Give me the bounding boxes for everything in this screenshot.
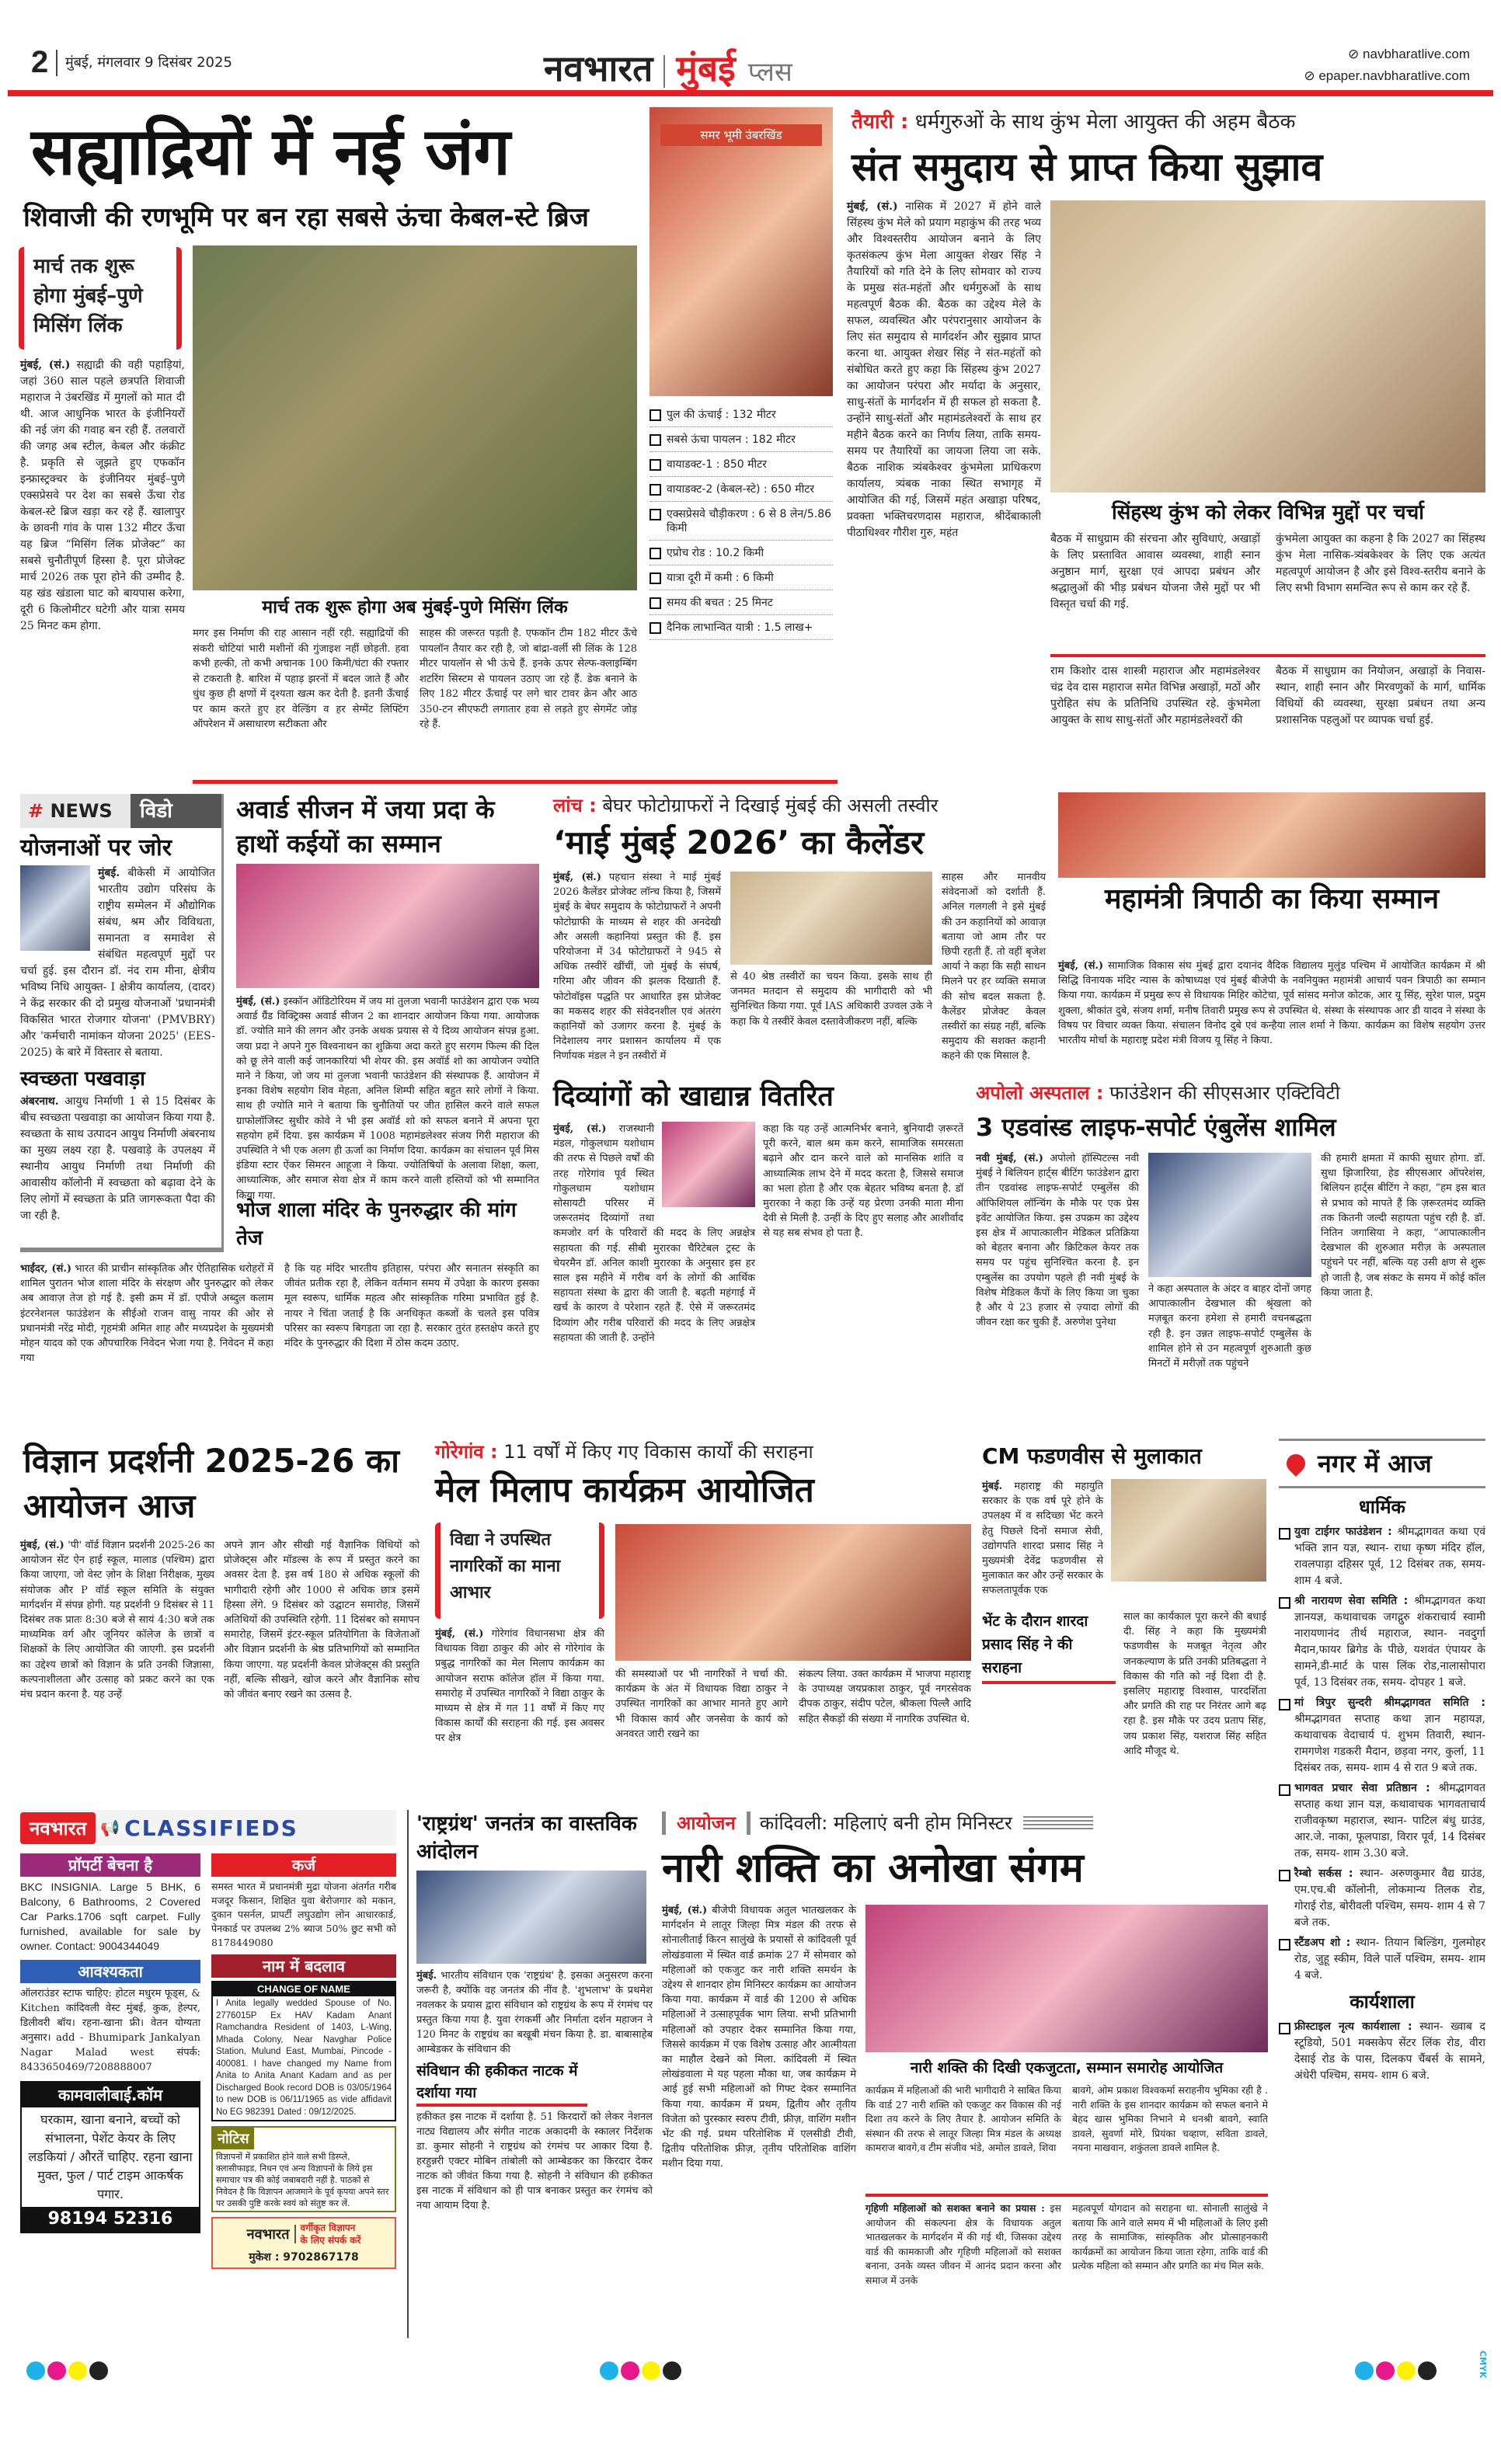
classified-head-need: आवश्यकता (20, 1960, 200, 1983)
sign-title: समर भूमी उंबरखिंड (660, 124, 822, 146)
calendar-photo (730, 872, 932, 965)
classified-head-property: प्रॉपर्टी बेचना है (20, 1853, 200, 1877)
fact-item: वायाडक्ट-1 : 850 मीटर (650, 452, 833, 477)
melmilap-col3: संकल्प लिया. उक्त कार्यक्रम में भाजपा महाराष्ट्र के उपाध्यक्ष जयप्रकाश ठाकुर, पूर्व नगरसेवक दीपक ठाकुर, संदीप पटेल, श्रीकला पिल्लै आदि सहित सैकड़ों की संख्या में नागरिक उपस्थित थे. (799, 1669, 971, 1725)
melmilap-headline: मेल मिलाप कार्यक्रम आयोजित (435, 1470, 814, 1510)
fact-item: वायाडक्ट-2 (केबल-स्टे) : 650 मीटर (650, 477, 833, 502)
award-photo (236, 864, 539, 988)
classifieds-right-col (211, 1853, 396, 2338)
rashtragranth-col2: हकीकत इस नाटक में दर्शाया है. 51 किरदारों को लेकर नेशनल नाट्य विद्यालय और संगीत नाटक अकादमी के स्कालर निर्देशक डा. कुमार सोहनी ने राष्ट्रग्रंथ को रंगमंच पर आकार दिया है. हरहुन्नरी एक्टर मोबिन तांबोली को आम्बेडकर का किरदार देकर नाटक को जीवंत किया गया है. सोहनी ने संविधान की हकीकत इस नाटक में संविधान को ही पात्र बनाकर प्रस्तुत कर रंगमंच को नया आयाम दिया है. (416, 2111, 653, 2212)
lead-col2: मगर इस निर्माण की राह आसान नहीं रही. सह्याद्रियों की संकरी चोटियां भारी मशीनों की गुंजाइश नहीं छोड़ती. हवा कभी हल्की, तो कभी अचानक 100 किमी/घंटा की रफ्तार से टकराती है. बारिश में पहाड़ झरनों में बदल जाते हैं और धुंध कुछ ही क्षणों में दृश्यता खत्म कर देती है. इतनी ऊँचाई पर काम करते हुए हर वेल्डिंग व हर सेग्मेंट लिफ्टिंग ऑपरेशन में असाधारण सटीकता और (193, 628, 409, 730)
kaamwali-head: कामवालीबाई.कॉम (22, 2083, 199, 2107)
fact-item: एप्रोच रोड : 10.2 किमी (650, 541, 833, 566)
samar-bhumi-sign-photo (650, 107, 833, 396)
globe-icon: ⊘ (1304, 68, 1315, 83)
cm-col2: साल का कार्यकाल पूरा करने की बधाई दी. सिंह ने कहा कि मुख्यमंत्री फडणवीस के मजबूत नेतृत्व और जनकल्याण के प्रति उनकी प्रतिबद्धता ने विकास की गति को नई दिशा दी है. इसलिए महाराष्ट्र विश्वास, पारदर्शिता और प्रगति की राह पर निरंतर आगे बढ़ रहा है. इस मौके पर उदय प्रताप सिंह, जय प्रकाश सिंह, यशराज सिंह सहित आदि मौजूद थे. (1123, 1611, 1266, 1757)
portrait-photo (20, 865, 90, 951)
tripathi-photo (1058, 792, 1485, 878)
lead-subheadline: शिवाजी की रणभूमि पर बन रहा सबसे ऊंचा केबल-स्टे ब्रिज (23, 202, 589, 233)
news-vido-tag: # NEWS विडो (20, 794, 221, 828)
vigyan-col1: मुंबई, (सं.) 'पी' वॉर्ड विज्ञान प्रदर्शनी 2025-26 का आयोजन सेंट ऐन हाई स्कूल, मालाड (पश्चिम) द्वारा किया जाएगा, जो वेस्ट ज़ोन के शिक्षा निरीक्षक, मुख्य संयोजक और P वॉर्ड स्कूल समिति के संयुक्त मार्गदर्शन में संपन्न होगी. यह प्रदर्शनी 9 दिसंबर से 11 दिसंबर तक प्रातः 8:30 बजे से सायं 4:30 बजे तक माध्यमिक वर्ग और जूनियर कॉलेज के छात्रों व शिक्षकों के लिए आयोजित की जाएगी. इस प्रदर्शनी का उद्देश्य छात्रों को विज्ञान के प्रति उनकी जिज्ञासा, कल्पनाशीलता और उत्साह को प्रकट करने का एक मंच प्रदान करना है. यह उन्हें (20, 1540, 214, 1701)
website-link[interactable]: ⊘ navbharatlive.com (1348, 47, 1470, 61)
fact-item: समय की बचत : 25 मिनट (650, 590, 833, 615)
nari-rule (865, 2194, 1268, 2197)
issue-date: मुंबई, मंगलवार 9 दिसंबर 2025 (56, 50, 232, 76)
divyang-col1: मुंबई, (सं.) राजस्थानी मंडल, गोकुलधाम यशोधाम की तरफ से पिछले वर्षों की तरह गोरेगांव पूर्व स्थित गोकुलधाम यशोधाम सोसायटी परिसर में जरूरतमंद दिव्यांगों तथा कमजोर वर्ग के परिवारों की मदद के लिए अन्नक्षेत्र सहायता की गई. सीबी मुरारका चैरिटेबल ट्रस्ट के चेयरमैन डॉ. अनिल काशी मुरारका के अनुसार इस हर साल इस महीने में गरीब वर्ग के लोगों की आर्थिक सहायता संस्था के द्वारा की जाती है. बढ़ती महंगाई में खर्च के कारण वे परेशान रहते हैं. ऐसे में जरूरतमंद दिव्यांग और गरीब परिवारों की मदद के लिए अन्नक्षेत्र सहायता की जाती है. उन्होंने (553, 1123, 755, 1344)
event-item: युवा टाईगर फाउंडेशन : श्रीमद्भागवत कथा एवं भक्ति ज्ञान यज्ञ, स्थान- राधा कृष्ण मंदिर हॉल, रावलपाड़ा दहिसर पूर्व, 12 दिसंबर तक, समय- शाम 4 बजे. (1279, 1524, 1485, 1589)
logo-plus: प्लस (747, 57, 792, 88)
fact-item: यात्रा दूरी में कमी : 6 किमी (650, 566, 833, 590)
apollo-col2: ने कहा अस्पताल के अंदर व बाहर दोनों जगह आपात्कालीन देखभाल की श्रृंखला को मज़बूत करना हमेशा से हमारी वचनबद्धता रही है. इन उन्नत लाइफ-सपोर्ट एम्बुलेंस के शामिल होने से उन महत्वपूर्ण शुरुआती कुछ मिनटों में मरीज़ों तक पहुंचने (1148, 1283, 1311, 1370)
hash-icon: # (28, 800, 44, 822)
divyang-col2: कहा कि यह उन्हें आत्मनिर्भर बनाने, बुनियादी ज़रूरतें पूरी करने, बाल श्रम कम करने, सामाजिक समरसता बढ़ाने और दान करने वाले को मानसिक शांति व आध्यात्मिक लाभ देने में मदद करता है, जिससे समाज का भला होता है और एक बेहतर भविष्य बनता है. डॉ मुरारका ने कहा कि उन्हें यह प्रेरणा उनकी माता मीना देवी से मिली है. उन्हीं के दिए हुए सलाह और आशीर्वाद से यह सब संभव हो पता है. (763, 1123, 963, 1240)
nari-col1: मुंबई, (सं.) बीजेपी विधायक अतुल भातखलकर के मार्गदर्शन मे लातूर जिल्हा मित्र मंडल की तरफ से सोनालीताई किरन सालुंखे के प्रयासों से कांदिवली पूर्व लोखंडवाला में स्थित वार्ड क्रमांक 27 में सोमवार को महिलाओं को एकजुट कर नारी शक्ति समर्थन के उद्देश्य से शानदार होम मिनिस्टर कार्यक्रम का आयोजन किया गया. कार्यक्रम में वार्ड की 1200 से अधिक महिलाओं ने उत्साहपूर्वक भाग लिया. सभी प्रतिभागी महिलाओं को उपहार देकर सम्मानित किया गया, जिससे कार्यक्रम में एक विशेष उत्साह और आत्मीयता का माहौल देखने को मिला. कांदिवली में स्थित लोखंडवाला मे यह पहला मौका था, जब कार्यक्रम मे आई हुई सभी महिलाओं को गिफ्ट देकर सम्मानित किया गया. कार्यक्रम में प्रथम, द्वितीय और तृतीय विजेता को पुरस्कार स्वरुप टीवी, फ्रीज़, वाशिंग मशीन भेंट की गई. प्रथम परितोशिक में एलसीडी टीवी, द्वितीय परितोशिक फ्रीज़, तृतीय परितोशिक वाशिंग मशीन दिया गया. (662, 1905, 856, 2170)
bhojshala-col2: है कि यह मंदिर भारतीय इतिहास, परंपरा और सनातन संस्कृति का जीवंत प्रतीक रहा है, लेकिन वर्तमान समय में उपेक्षा के कारण इसका मूल स्वरूप, धार्मिक महत्व और सांस्कृतिक गरिमा प्रभावित हुई है. नायर ने चिंता जताई है कि अनधिकृत कब्जों के चलते इस पवित्र परिसर का स्वरूप बिगड़ता जा रहा है. सरकार तुरंत हस्तक्षेप करते हुए मंदिर के पुनरुद्धार की दिशा में ठोस कदम उठाए. (284, 1263, 539, 1350)
classified-kaamwali (20, 2081, 200, 2233)
bridge-photo (193, 245, 637, 590)
megaphone-icon: 📢 (100, 1818, 120, 1837)
change-of-name-notice (211, 1981, 396, 2121)
event-item: मां त्रिपुर सुन्दरी श्रीमद्भागवत समिति : श्रीमद्भागवत सप्ताह कथा ज्ञान महायज्ञ, कथावाचक वेदाचार्य पं. शुभम तिवारी, स्थान- रामगणेश गडकरी मैदान, छड़वा नगर, कुर्ला, 11 दिसंबर तक, समय- शाम 4 से रात 9 बजे तक. (1279, 1695, 1485, 1777)
calendar-col2: से 40 श्रेष्ठ तस्वीरों का चयन किया. इसके साथ ही जनमत मतदान से समुदाय की भागीदारी को भी सुनिश्चित किया गया. पूर्व IAS अधिकारी उज्वल उके ने कहा कि ये तस्वीरें केवल दस्तावेजीकरण नहीं, बल्कि (730, 971, 932, 1028)
notice-label: नोटिस (213, 2128, 254, 2149)
classified-head-loan: कर्ज (211, 1853, 396, 1877)
logo-main: नवभारत (544, 47, 653, 89)
globe-icon: ⊘ (1348, 47, 1360, 61)
nari-photo-caption: नारी शक्ति की दिखी एकजुटता, सम्मान समारोह आयोजित (910, 2059, 1224, 2076)
fact-item: दैनिक लाभान्वित यात्री : 1.5 लाख+ (650, 615, 833, 640)
melmilap-photo (615, 1524, 971, 1661)
kumbh-headline: संत समुदाय से प्राप्त किया सुझाव (851, 144, 1323, 190)
calendar-kicker: लांच : बेघर फोटोग्राफरों ने दिखाई मुंबई की असली तस्वीर (553, 795, 939, 816)
kumbh-col2b: राम किशोर दास शास्त्री महाराज और महामंडलेश्वर चंद्र देव दास महाराज समेत विभिन्न अखाड़ों, मठों और पुरोहित संघ के प्रतिनिधि उपस्थित रहे. कुंभमेला आयुक्त के साथ साधु-संतों और महामंडलेश्वरों की (1050, 665, 1260, 726)
event-item: श्री नारायण सेवा समिति : श्रीमद्भागवत कथा ज्ञानयज्ञ, कथावाचक जगद्गुरु शंकराचार्य स्वामी नारायणानंद तीर्थ महाराज, स्थान- नवदुर्गा मैदान,फायर ब्रिगेड के पीछे, यशवंत एंपायर के सामने,डी-मार्ट के पास लिंक रोड,नालासोपारा पूर्व, 13 दिसंबर तक, समय- दोपहर 1 बजे. (1279, 1593, 1485, 1691)
event-item: स्टैंडअप शो : स्थान- तियान बिल्डिंग, गुलमोहर रोड, जुहू स्कीम, विले पार्ले पश्चिम, समय- शाम 4 बजे. (1279, 1935, 1485, 1984)
lead-col1: मुंबई, (सं.) सह्याद्री की वही पहाड़ियां, जहां 360 साल पहले छत्रपति शिवाजी महाराज ने उंबरखिंड में मुगलों को मात दी थी. आज आधुनिक भारत के इंजीनियरों की नई जंग की गवाह बन रही हैं. तलवारों की जगह अब स्टील, केबल और कंक्रीट है. प्रकृति से जूझते हुए एफकॉन इन्फ्रास्ट्रक्चर के इंजीनियर मुंबई–पुणे एक्सप्रेसवे पर देश का सबसे ऊँचा रोड केबल-स्टे ब्रिज खड़ा कर रहे हैं. खालापुर के छावनी गांव के पास 132 मीटर ऊँचा यह ब्रिज “मिसिंग लिंक प्रोजेक्ट” का सबसे चुनौतीपूर्ण हिस्सा है. पूरा प्रोजेक्ट मार्च 2026 तक पूरा होने की उम्मीद है. यह खंड खंडाला घाट को बायपास करेगा, दूरी 6 किलोमीटर घटेगी और यात्रा समय 25 मिनट कम होगा. (20, 359, 185, 632)
change-of-name-text: I Anita legally wedded Spouse of No. 2776015P Ex HAV Kadam Anant Ramchandra Resident of 1403, L-Wing, Mhada Colony, Near Navghar Police Station, Mulund East, Mumbai, Pincode - 400081. I have changed my Name from Anita to Anita Anant Kadam and as per Discharged Book record DOB is 03/05/1964 to new DOB is 06/11/1965 as vide affidavit No EG 982391 Dated : 09/12/2025. (216, 1999, 392, 2117)
classifieds-left-col (20, 1853, 200, 2338)
kumbh-subhead: सिंहस्थ कुंभ को लेकर विभिन्न मुद्दों पर चर्चा (1112, 501, 1424, 524)
melmilap-col2: की समस्याओं पर भी नागरिकों ने चर्चा की. कार्यक्रम के अंत में विधायक विद्या ठाकुर ने उपस्थित नागरिकों का आभार मानते हुए आगे भी विकास कार्य और जनसेवा के कार्य को अनवरत जारी रखने का (615, 1669, 788, 1740)
classified-loan: समस्त भारत में प्रधानमंत्री मुद्रा योजना अंतर्गत गरीब मजदूर किसान, शिक्षित युवा बेरोजगार को मकान, दुकान पसर्नल, प्रापर्टी लघुउद्योग लोन आधारकार्ड, पेनकार्ड पर उपलब्ध 2% ब्याज 50% छुट सभी को 8178449080 (211, 1881, 396, 1948)
apollo-col1: नवी मुंबई, (सं.) अपोलो हॉस्पिटल्स नवी मुंबई ने बिलियन हार्ट्स बीटिंग फाउंडेशन द्वारा तीन एडवांस्ड लाइफ-सपोर्ट एम्बुलेंस की ऑफिशियल लॉन्चिंग के मौके पर एक प्रेस इवेंट आयोजित किया. इस उपक्रम का उद्देश्य इस क्षेत्र में आपात्कालीन मेडिकल प्रतिक्रिया को बेहतर बनाना और क्रिटिकल केयर तक समय पर पहुंच सुनिश्चित करना है. इन एम्बुलेंस का उपयोग पहले ही नवी मुंबई के विशेष मेडिकल कैंपों के लिए किया जा चुका है और ये 23 हजार से ज़्यादा लोगों की जीवन रक्षा कर चुकी हैं. अरुणेश पुनेथा (976, 1153, 1139, 1329)
cmyk-marks-center (600, 2361, 684, 2383)
news-vido-p1: मुंबई. बीकेसी में आयोजित भारतीय उद्योग परिसंघ के राष्ट्रीय सम्मेलन में औद्योगिक संबंध, श्रम और विविधता, समानता व समावेश से संबंधित महत्वपूर्ण मुद्दों पर चर्चा हुई. इस दौरान डॉ. नंद राम मीना, क्षेत्रीय भविष्य निधि आयुक्त- I क्षेत्रीय कार्यालय, (दादर) ने केंद्र सरकार की दो प्रमुख योजनाओं 'प्रधानमंत्री विकसित भारत रोजगार योजना' (PMVBRY) और 'कर्मचारी नामांकन योजना 2025' (EES-2025) के बारे में विस्तार से बताया. (20, 867, 215, 1059)
calendar-col1: मुंबई, (सं.) पहचान संस्था ने माई मुंबई 2026 कैलेंडर प्रोजेक्ट लॉन्च किया है, जिसमें मुंबई के बेघर समुदाय के फोटोग्राफरों ने अपनी फोटोग्राफी के माध्यम से शहर की अनदेखी और असली कहानियां प्रस्तुत की हैं. इस परियोजना में 34 फोटोग्राफरों ने 945 से अधिक तस्वीरें खींचीं, जो मुंबई के संघर्ष, गरिमा और जीवन की झलक दिखाती हैं. फोटोवॉइस पद्धति पर आधारित इस प्रोजेक्ट का मकसद शहर की संवेदनशील एवं अंतरंग कहानियों को उजागर करना है. मुंबई के निदेशालय नगर प्रशासन कार्यालय में एक निर्णायक मंडल ने इन तस्वीरों में (553, 872, 722, 1063)
lead-col3: साहस की जरूरत पड़ती है. एफकॉन टीम 182 मीटर ऊँचे पायलॉन तैयार कर रही है, जो बांद्रा-वर्ली सी लिंक के 128 मीटर पायलॉन से भी ऊंचे हैं. इनके ऊपर सेल्फ-क्लाइम्बिंग शटरिंग सिस्टम से पायलन उठाए जा रहे हैं. डेक बनाने के लिए 182 मीटर ऊँचाई पर लगे चार टावर क्रेन और आठ 350-टन सीएफटी लगातार हवा से लड़ते हुए सेगमेंट जोड़ रहे हैं. (420, 628, 637, 730)
kumbh-kicker: तैयारी : धर्मगुरुओं के साथ कुंभ मेला आयुक्त की अहम बैठक (851, 110, 1296, 134)
award-body: मुंबई, (सं.) इस्कॉन ऑडिटोरियम में जय मां तुलजा भवानी फाउंडेशन द्वारा एक भव्य अवार्ड ग्रैंड विक्ट्रिक्स अवार्ड सीजन 2 का शानदार आयोजन किया गया. आयोजक डॉ. ज्योति माने की लगन और उनके अथक प्रयास से ये दिव्य आयोजन संपन्न हुआ. जया प्रदा ने अपने गुरु विश्वनाथन का शुक्रिया अदा करते हुए सरगम फिल्म की दिल को छू लेने वाली कई जानकारियां भी शेयर की. इस अवॉर्ड शो का आयोजन ज्योति माने ने किया, जो जय मां तुलजा भवानी फाउंडेशन की संस्थापक हैं. आयोजन में इनका विशेष सहयोग शिव मेहता, अनिल शिम्पी सहित बहुत सारे लोगों ने किया. साथ ही ज्योति माने ने बताया कि चुनौतियों पर जीत हासिल करने वाले सफल ग्राफोलॉजिस्ट सुधीर कोवे ने भी इस अवॉर्ड शो को सफल बनाने में अपना पूरा सहयोग हमें दिया. इस कार्यक्रम में 1008 महामंडलेश्वर संजय गिरी महाराज की उपस्थिति ने भी एक अलग ही ऊर्जा का निर्माण दिया. कार्यक्रम का संचालन पूर्व मिस इंडिया स्टार ऐंकर सिमरन आहूजा ने किया. ज्योतिषियों के अलावा शिक्षा, कला, आध्यात्मिक, और समाज सेवा क्षेत्र में काम करने वाली हस्तियों को भी सम्मानित किया गया. (236, 996, 540, 1202)
page-number: 2 (31, 45, 49, 79)
contact-line1: वर्गीकृत विज्ञापन (300, 2222, 356, 2233)
cm-callout: भेंट के दौरान शारदा प्रसाद सिंह ने की सराहना (982, 1610, 1116, 1684)
classifieds-brand: नवभारत (20, 1812, 96, 1844)
nari-headline: नारी शक्ति का अनोखा संगम (662, 1845, 1084, 1892)
event-item: भागवत प्रचार सेवा प्रतिष्ठान : श्रीमद्भागवत सप्ताह कथा ज्ञान यज्ञ, कथावाचक भागवताचार्य राजीवकृष्ण महाराज, स्थान- पाटिल बंधु ग्राउंड, आर.जे. नाका, फूलपाडा, विरार पूर्व, 14 दिसंबर तक, समय- शाम 3.30 बजे. (1279, 1780, 1485, 1862)
kaamwali-phone: 98194 52316 (22, 2207, 199, 2232)
fact-item: एक्सप्रेसवे चौड़ीकरण : 6 से 8 लेन/5.86 किमी (650, 502, 833, 541)
kaamwali-text: घरकाम, खाना बनाने, बच्चों को संभालना, पेशेंट केयर के लिए लडकियां / औरतें चाहिए. रहना खाना मुक्त, फुल / पार्ट टाइम आकर्षक पगार. (28, 2112, 193, 2201)
bridge-photo-caption: मार्च तक शुरू होगा अब मुंबई-पुणे मिसिंग लिंक (262, 597, 568, 618)
nari-kicker: आयोजन कांदिवली: महिलाएं बनी होम मिनिस्टर (662, 1810, 1268, 1836)
apollo-headline: 3 एडवांस्ड लाइफ-सपोर्ट एंबुलेंस शामिल (976, 1112, 1336, 1142)
melmilap-callout: विद्या ने उपस्थित नागरिकों का माना आभार (435, 1523, 604, 1619)
bridge-facts-list (650, 402, 833, 640)
rashtragranth-callout: संविधान की हकीकत नाटक में दर्शाया गया (416, 2060, 587, 2107)
kumbh-col1: मुंबई, (सं.) नासिक में 2027 में होने वाले सिंहस्थ कुंभ मेले को प्रयाग महाकुंभ की तरह भव्य और विश्वस्तरीय आयोजन बनाने के लिए कृतसंकल्प कुंभ मेला आयुक्त शेखर सिंह ने तैयारियों को गति देने के लिए सोमवार को राज्य के प्रमुख संत-महंतों और धर्मगुरुओं के साथ महत्वपूर्ण बैठक की. बैठक का उद्देश्य मेले के सफल, व्यवस्थित और परंपरानुसार आयोजन के लिए संत समुदाय से मार्गदर्शन और सुझाव प्राप्त करना था. आयुक्त शेखर सिंह ने संत-महंतों को संबोधित करते हुए कहा कि सिंहस्थ कुंभ 2027 का आयोजन परंपरा और मर्यादा के अनुसार, साधु-संतों के मार्गदर्शन में ही सफल हो सकता है. उन्होंने साधु-संतों और महामंडलेश्वरों के साथ हर महीने बैठक करने का निर्णय लिया, ताकि समय-समय पर तैयारियों का जायजा लिया जा सके. बैठक नाशिक त्र्यंबकेश्वर कुंभमेला प्राधिकरण कार्यालय, त्र्यंबक नाका स्थित सभागृह में आयोजित की गई, जिसमें महंत अखाड़ा परिषद, प्रवक्ता भक्तिचरणदास महाराज, श्रीदेंबाकाली पीठाधिश्वर गौरीश गुरु, महंत (847, 200, 1042, 539)
divyang-photo (662, 1122, 755, 1207)
fact-item: सबसे ऊंचा पायलन : 182 मीटर (650, 427, 833, 452)
classifieds-title: CLASSIFIEDS (124, 1815, 298, 1841)
contact-phone: मुकेश : 9702867178 (249, 2251, 359, 2264)
news-vido-h1: योजनाओं पर जोर (20, 834, 172, 861)
calendar-headline: ‘माई मुंबई 2026’ का कैलेंडर (553, 823, 925, 861)
contact-brand: नवभारत (247, 2225, 296, 2243)
kumbh-rule (1050, 654, 1485, 657)
classifieds-banner (20, 1810, 396, 1846)
lead-headline: सह्याद्रियों में नई जंग (31, 113, 510, 190)
kumbh-photo (1050, 200, 1485, 492)
nagar-section-karyashala: कार्यशाला (1350, 1991, 1415, 2013)
location-pin-icon (1283, 1450, 1309, 1477)
event-item: रैम्बो सर्कस : स्थान- अरुणकुमार वैद्य ग्राउंड, एम.एच.बी कॉलोनी, लोकमान्य तिलक रोड, गोराई रोड, बोरीवली पश्चिम, समय- शाम 4 से 7 बजे तक. (1279, 1866, 1485, 1931)
news-vido-h2: स्वच्छता पखवाड़ा (20, 1067, 145, 1091)
decorative-lines-icon (1023, 1816, 1093, 1830)
epaper-link[interactable]: ⊘ epaper.navbharatlive.com (1304, 68, 1470, 83)
apollo-kicker: अपोलो अस्पताल : फाउंडेशन की सीएसआर एक्टिविटी (976, 1082, 1340, 1104)
nagar-section-dharmik: धार्मिक (1359, 1496, 1405, 1518)
lead-callout: मार्च तक शुरू होगा मुंबई–पुणे मिसिंग लिंक (19, 247, 182, 350)
cm-photo (1111, 1479, 1266, 1582)
fact-item: पुल की ऊंचाई : 132 मीटर (650, 402, 833, 427)
rashtragranth-col1: मुंबई. भारतीय संविधान एक 'राष्ट्रग्रंथ' है. इसका अनुसरण करना जरूरी है, क्योंकि वह जनतंत्र की नींव है. 'शुभलाभ' के प्रथमेश नवलकर के प्रयास द्वारा संविधान को राष्ट्रग्रंथ के रूप में रंगमंच पर प्रस्तुत किया गया है. युवा रंगकर्मी और निर्माता दर्शन महाजन ने 120 मिनट के राष्ट्रग्रंथ का बखूबी मंचन किया है. डा. बाबासाहेब आम्बेडकर के संविधान की (416, 1970, 653, 2055)
cm-col1: मुंबई. महाराष्ट्र की महायुति सरकार के एक वर्ष पूरे होने के उपलक्ष्य में व सदिच्छा भेंट करने हेतु पिछले दिनों समाज सेवी, उद्योगपति शारदा प्रसाद सिंह ने मुख्यमंत्री देवेंद्र फडणवीस से मुलाकात कर और उन्हें सरकार के सफलतापूर्वक एक (982, 1479, 1266, 1603)
bhojshala-headline: भोज शाला मंदिर के पुनरुद्धार की मांग तेज (236, 1199, 517, 1250)
cm-headline: CM फडणवीस से मुलाकात (982, 1443, 1202, 1469)
nagar-title: नगर में आज (1318, 1448, 1432, 1478)
section-rule (193, 780, 838, 784)
change-of-name-title: CHANGE OF NAME (213, 1982, 395, 1996)
tripathi-headline: महामंत्री त्रिपाठी का किया सम्मान (1104, 883, 1440, 915)
tripathi-body: मुंबई, (सं.) सामाजिक विकास संघ मुंबई द्वारा दयानंद वैदिक विद्यालय मुलुंड पश्चिम में आयोजित कार्यक्रम में श्री सिद्धि विनायक मंदिर न्यास के कोषाध्यक्ष एवं मुंबई बीजेपी के नवनियुक्त महामंत्री आचार्य पवन त्रिपाठी का सम्मान किया गया. कार्यक्रम में प्रमुख रूप से विधायक मिहिर कोटेचा, पूर्व सांसद मनोज कोटक, आर यू सिंह, सुरेश पाल, प्रदुम शुक्ला, श्रीकांत दुबे, संजय शर्मा, मनीष तिवारी प्रमुख रूप से उपस्थित थे. संस्था के संस्थापक आर डी यादव ने संस्था के विषय पर विचार व्यक्त किया. संचालन विनोद दुबे एवं कन्हैया लाल शर्मा ने किया. कार्यक्रम का विशेष सहयोग उत्तर भारतीय मोर्चा के महाराष्ट्र प्रदेश मंत्री विजय यू सिंह ने किया. (1058, 960, 1485, 1047)
nagar-events-list (1279, 1524, 1485, 2088)
melmilap-kicker: गोरेगांव : 11 वर्षों में किए गए विकास कार्यों की सराहना (435, 1441, 813, 1463)
newspaper-logo[interactable] (544, 44, 792, 92)
kumbh-col3a: कुंभमेला आयुक्त का कहना है कि 2027 का सिंहस्थ कुंभ मेला नासिक-त्र्यंबकेश्वर के लिए एक अत्यंत महत्वपूर्ण आयोजन है और इसे विश्व-स्तरीय बनाने के लिए सभी विभाग समन्वित रूप से काम कर रहे हैं. (1276, 533, 1485, 594)
classified-need: ऑलराउंडर स्टाफ चाहिए: होटल मधुरम फूड्स, & Kitchen कांदिवली वेस्ट मुंबई, कुक, हेल्पर, डिलीवरी बॉय। रहना-खाना फ्री। वेतन योग्यता अनुसार। add - Bhumipark Jankalyan Nagar Malad west संपर्क: 8433650469/7208888007 (20, 1988, 200, 2073)
kumbh-col2a: बैठक में साधुग्राम की संरचना और सुविधाएं, अखाड़ों के लिए प्रस्तावित आवास व्यवस्था, शाही स्नान अनुष्ठान मार्ग, सुरक्षा एवं आपदा प्रबंधन और श्रद्धालुओं की भीड़ प्रबंधन योजना जैसे मुद्दों पर भी विस्तृत चर्चा की गई. (1050, 533, 1260, 611)
masthead-rule (8, 90, 1493, 96)
kumbh-col3b: बैठक में साधुग्राम का नियोजन, अखाड़ों के निवास-स्थान, शाही स्नान और मिरवणुकों के मार्ग, धार्मिक विधियों की व्यवस्था, सुरक्षा प्रबंधन तथा अन्य प्रशासनिक पहलुओं पर व्यापक चर्चा हुई. (1276, 665, 1485, 726)
vigyan-headline: विज्ञान प्रदर्शनी 2025-26 का आयोजन आज (23, 1442, 400, 1525)
classified-notice (211, 2126, 396, 2212)
classified-head-name: नाम में बदलाव (211, 1954, 396, 1978)
nari-photo (865, 1905, 1268, 2052)
ambulance-photo (1148, 1153, 1311, 1277)
classified-contact-box (211, 2217, 396, 2269)
cmyk-label: CMYK (1478, 2351, 1488, 2379)
news-vido-box (20, 794, 224, 1252)
melmilap-col1: मुंबई, (सं.) गोरेगांव विधानसभा क्षेत्र की विधायक विद्या ठाकुर की ओर से गोरेगांव के प्रबुद्ध नागरिकों का मेल मिलाप कार्यक्रम का आयोजन सराफ कॉलेज हॉल में किया गया. समारोह में उपस्थित नागरिकों ने विद्या ठाकुर के माध्यम से क्षेत्र में गत 11 वर्षों में किए गए विकास कार्यों की सराहना की गई. इस अवसर पर क्षेत्र (435, 1628, 604, 1745)
nari-col2: कार्यक्रम में महिलाओं की भारी भागीदारी ने साबित किया कि वार्ड 27 नारी शक्ति को एकजुट कर विकास की नई दिशा तय करने के लिए तैयार है. आयोजन समिति के संस्थान की तरफ से लातूर जिल्हा मित्र मंडल के अध्यक्ष कामराज बावगे,व टीम संजीव भंडे, अमोल डावले, शिवा (865, 2084, 1061, 2153)
rashtragranth-column (407, 1810, 653, 2338)
web-links (1304, 44, 1470, 87)
divyang-headline: दिव्यांगों को खाद्यान्न वितरित (553, 1081, 834, 1112)
cmyk-marks-left (26, 2361, 110, 2383)
vigyan-col2: अपने ज्ञान और सीखी गई वैज्ञानिक विधियों को प्रोजेक्ट्स और मॉडल्स के रूप में प्रस्तुत करने का अवसर देता है. इस वर्ष 180 से अधिक स्कूलों की भागीदारी रहेगी और 1000 से अधिक छात्र इसमें हिस्सा लेंगे. 9 दिसंबर को उद्घाटन समारोह, जिसमें अतिथियों की उपस्थिति रहेगी. 11 दिसंबर को समापन समारोह, जिसमें इंटर-स्कूल प्रतियोगिता के विजेताओं और विज्ञान प्रदर्शनी के श्रेष्ठ प्रतिभागियों को सम्मानित किया जाएगा. यह प्रदर्शनी केवल प्रोजेक्ट्स की प्रस्तुति नहीं, बल्कि सीखने, खोज करने और वैज्ञानिक सोच को जीवंत बनाए रखने का उत्सव है. (224, 1540, 420, 1701)
rashtragranth-headline: 'राष्ट्रग्रंथ' जनतंत्र का वास्तविक आंदोलन (416, 1812, 637, 1864)
classified-property: BKC INSIGNIA. Large 5 BHK, 6 Balcony, 6 Bathrooms, 2 Covered Car Parks.1706 sqft carpet. Fully furnished, available for sale by owner. Contact: 9004344049 (20, 1881, 200, 1952)
apollo-col3: की हमारी क्षमता में काफी सुधार होगा. डॉ. सुधा झिजारिया, हेड सीएसआर ऑपरेशंस, बिलियन हार्ट्स बीटिंग ने कहा, “हम इस बात से प्रभाव को मापते हैं कि ज़रूरतमंद व्यक्ति तक कितनी जल्दी सहायता पहुंच रही है. डॉ. नितिन जगासिया ने कहा, “आपात्कालीन देखभाल की शुरुआत मरीज़ के अस्पताल पहुंचने पर नहीं, बल्कि यह उसी क्षण से शुरू हो जाती है, जब संकट के समय में कोई कॉल किया जाता है. (1321, 1153, 1485, 1299)
news-vido-p2: अंबरनाथ. आयुध निर्माणी 1 से 15 दिसंबर के बीच स्वच्छता पखवाड़ा का आयोजन किया गया है. स्वच्छता के साथ उत्पादन आयुध निर्माणी अंबरनाथ का मुख्य लक्ष्य रहा है. पखवाड़े के उपलक्ष्य में स्थानीय आयुध निर्माणी तथा निर्माणी की आवासीय कॉलोनी में स्वच्छता को बढ़ावा देने के लिए लोगों में स्वच्छता के प्रति जागरूकता पैदा की जा रही है. (20, 1095, 216, 1222)
nari-col3: बावगे, ओम प्रकाश विश्वकर्मा सराहनीय भुमिका रही है . नारी शक्ति के इस शानदार कार्यक्रम को सफल बनाने मे बेहद खास भुमिका निभाने मे धनश्री बावगे, स्वाति डावले, सुवर्णा मोरे, प्रियंका चव्हाण, सविता डावले, नयना माखवान, शकुंतला डावले शामिल है. (1072, 2084, 1268, 2153)
nari-col5: महत्वपूर्ण योगदान को सराहना था. सोनाली सालुंखे ने बताया कि आने वाले समय में भी महिलाओं के लिए इसी तरह के सामाजिक, सांस्कृतिक और प्रोत्साहनकारी कार्यक्रमों का आयोजन किया जाता रहेगा, ताकि वार्ड की प्रत्येक महिला को सम्मान और प्रगति का मंच मिल सके. (1072, 2202, 1268, 2271)
nari-col4: गृहिणी महिलाओं को सशक्त बनाने का प्रयास : इस आयोजन की संकल्पना क्षेत्र के विधायक अतुल भातखलकर के मार्गदर्शन में की गई थी, जिसका उद्देश्य वार्ड की कामकाजी और गृहिणी महिलाओं को सशक्त बनाना, उनके व्यस्त जीवन में आनंद प्रदान करना और समाज में उनके (865, 2202, 1061, 2286)
notice-text: विज्ञापनों में प्रकाशित होने वाले सभी डिस्प्ले, क्लासीफाइड, निधन एवं अन्य विज्ञापनों के लिये इस समाचार पत्र की कोई जबाबदारी नहीं है. पाठकों से निवेदन है कि विज्ञापन आजमाने के पूर्व कृपया अपने स्तर पर उसकी पुष्टि करके स्वयं को संतुष्ट कर लें. (216, 2152, 389, 2208)
contact-line2: के लिए संपर्क करें (300, 2235, 361, 2246)
event-item: फ्रीस्टाइल नृत्य कार्यशाला : स्थान- ख्वाब द स्टूडियो, 501 मक्सकेप सेंटर लिंक रोड, वीरा देसाई रोड के पास, दिलकप चैंबर्स के सामने, अंधेरी पश्चिम, समय- शाम 6 बजे. (1279, 2019, 1485, 2084)
award-headline: अवार्ड सीजन में जया प्रदा के हाथों कईयों का सम्मान (236, 795, 495, 858)
nagar-header (1279, 1439, 1485, 1488)
cmyk-marks-right (1355, 2361, 1439, 2383)
logo-city: मुंबई (676, 47, 736, 89)
calendar-col3: साहस और मानवीय संवेदनाओं को दर्शाती हैं. अनिल गलगली ने इसे मुंबई की उन कहानियों को आवाज़ बताया जो आम तौर पर छिपी रहती हैं. तो वहीं बृजेश आर्या ने कहा कि सही साधन मिलने पर हर व्यक्ति समाज की सोच बदल सकता है. कैलेंडर प्रोजेक्ट केवल तस्वीरों का संग्रह नहीं, बल्कि समुदाय की सशक्त कहानी कहने की एक मिसाल है. (942, 872, 1046, 1063)
masthead (0, 0, 1501, 101)
bhojshala-col1: भाईंदर, (सं.) भारत की प्राचीन सांस्कृतिक और ऐतिहासिक धरोहरों में शामिल पुरातन भोज शाला मंदिर के संरक्षण और पुनरुद्धार को लेकर अब आवाज़ तेज हो गई है. इसी क्रम में डॉ. एपीजे अब्दुल कलाम इंटरनेशनल फाउंडेशन के सीईओ राजन वासु नायर की ओर से प्रधानमंत्री नरेंद्र मोदी, गृहमंत्री अमित शाह और मध्यप्रदेश के मुख्यमंत्री मोहन यादव को एक औपचारिक निवेदन भेजा गया है. निवेदन में कहा गया (20, 1263, 273, 1365)
rashtragranth-photo (416, 1871, 646, 1964)
